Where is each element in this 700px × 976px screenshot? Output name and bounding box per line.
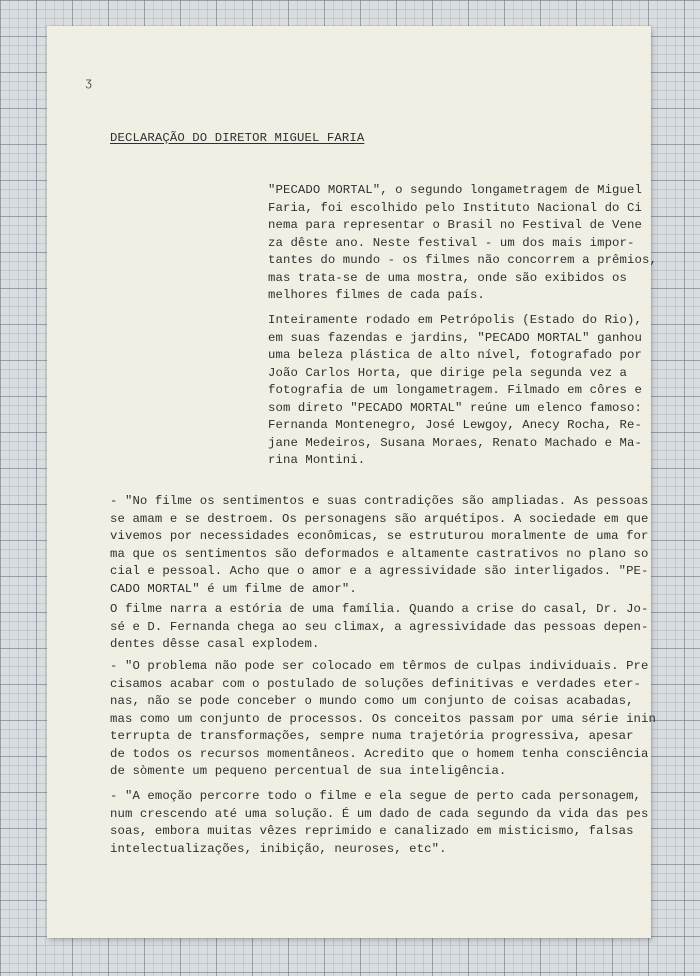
quote-emotion: - "A emoção percorre todo o filme e ela segue de perto cada personagem, num crescendo até uma solução. É um dado de cada segundo da vida das pes soas, embora muitas vêzes reprimido e canalizado em misticismo, falsas intelectualizações, inibição, neuroses, etc". [110, 789, 649, 856]
document-title: DECLARAÇÃO DO DIRETOR MIGUEL FARIA [110, 131, 365, 145]
quote-feelings: - "No filme os sentimentos e suas contradições são ampliadas. As pessoas se amam e se destroem. Os personagens são arquétipos. A sociedade em que vivemos por necessidades econômicas, se estruturou moralmente de uma for ma que os sentimentos são deformados e altamente castrativos no plano so cial e pessoal. Acho que o amor e a agressividade são interligados. "PE- CADO MORTAL" é um filme de amor". [110, 494, 649, 596]
typewritten-page [47, 26, 657, 938]
paragraph-story: O filme narra a estória de uma família. Quando a crise do casal, Dr. Jo- sé e D. Fernanda chega ao seu climax, a agressividade das pessoas depen- dentes dêsse casal explodem. [110, 602, 649, 651]
paragraph-production: Inteiramente rodado em Petrópolis (Estado do Rio), em suas fazendas e jardins, "PECADO MORTAL" ganhou uma beleza plástica de alto nível, fotografado por João Carlos Horta, que dirige pela segunda vez a fotografia de um longametragem. Filmado em côres e som direto "PECADO MORTAL" reúne um elenco famoso: Fernanda Montenegro, José Lewgoy, Anecy Rocha, Re- jane Medeiros, Susana Moraes, Renato Machado e Ma- rina Montini. [268, 313, 642, 467]
quote-problem: - "O problema não pode ser colocado em têrmos de culpas individuais. Pre cisamos acabar com o postulado de soluções definitivas e verdades eter- nas, não se pode conceber o mundo como um conjunto de coisas acabadas, mas como um conjunto de processos. Os conceitos passam por uma série inin terrupta de transformações, sempre numa trajetória progressiva, apesar de todos os recursos momentâneos. Acredito que o homem tenha consciência de sòmente um pequeno percentual de sua inteligência. [110, 659, 656, 778]
paragraph-festival: "PECADO MORTAL", o segundo longametragem de Miguel Faria, foi escolhido pelo Instituto Nacional do Ci nema para representar o Brasil no Festival de Vene za dêste ano. Neste festival - um dos mais impor- tantes do mundo - os filmes não concorrem a prêmios, mas trata-se de uma mostra, onde são exibidos os melhores filmes de cada país. [268, 183, 657, 302]
corner-handwritten-mark: ʒ [85, 76, 93, 90]
